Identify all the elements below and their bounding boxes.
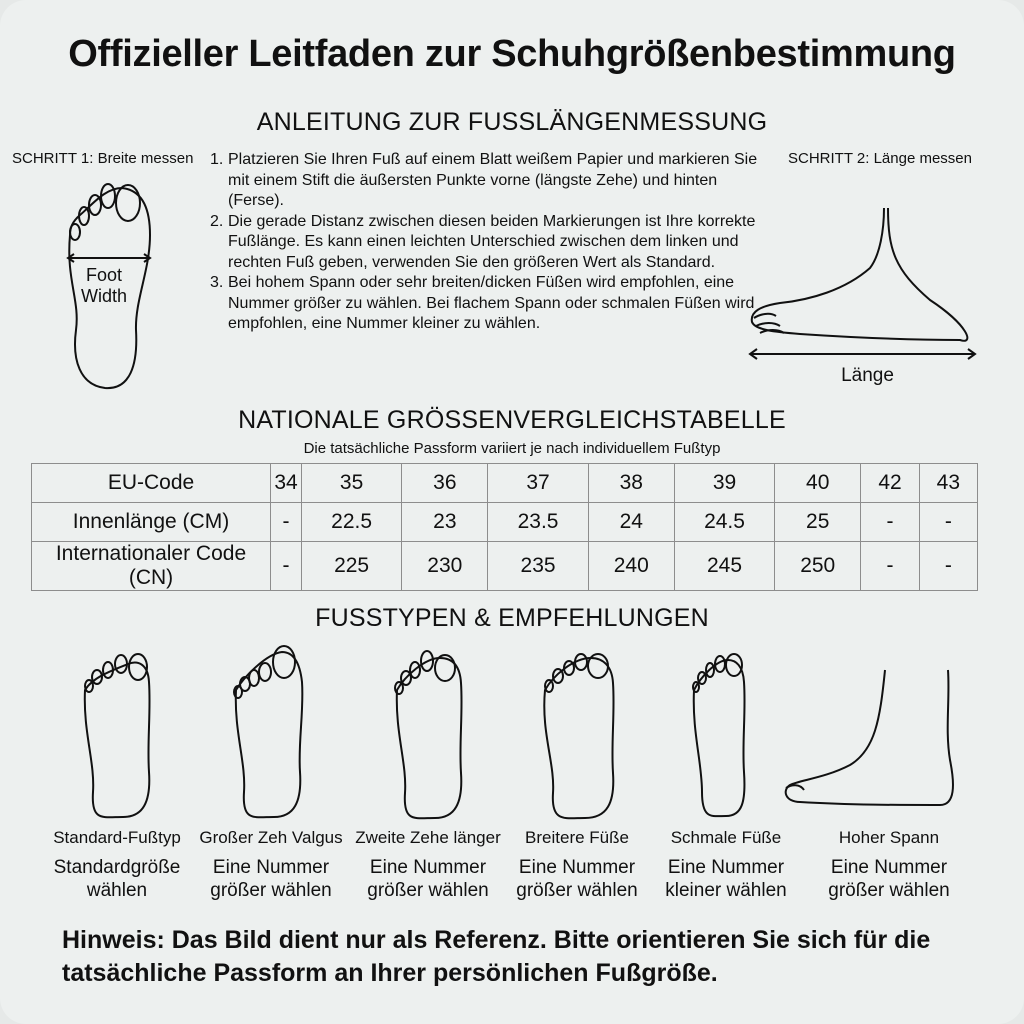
- table-row: EU-Code 34 35 36 37 38 39 40 42 43: [32, 464, 978, 503]
- narrow-foot-icon: [693, 654, 745, 816]
- table-row: Innenlänge (CM) - 22.5 23 23.5 24 24.5 25 - -: [32, 503, 978, 542]
- table-row: Internationaler Code (CN) - 225 230 235 240 245 250 - -: [32, 542, 978, 591]
- foot-type-recommendation: Eine Nummer größer wählen: [828, 857, 950, 901]
- foot-type-recommendation: Eine Nummer größer wählen: [516, 857, 638, 901]
- measurement-heading: ANLEITUNG ZUR FUSSLÄNGENMESSUNG: [256, 108, 768, 136]
- step1-label: SCHRITT 1: Breite messen: [12, 150, 194, 167]
- instruction-item: 2. Die gerade Distanz zwischen diesen beiden Markierungen ist Ihre korrekte Fußlänge. Es kann einen leichten Unterschied zwischen dem linken und rechten Fuß geben, verwenden Sie den größeren Wert als Standard.: [210, 212, 756, 271]
- foot-type-label: Standard-Fußtyp: [53, 828, 181, 847]
- foot-side-view-icon: [750, 208, 975, 359]
- hallux-valgus-foot-icon: [234, 646, 302, 817]
- size-comparison-table: [31, 463, 978, 591]
- disclaimer-note: Hinweis: Das Bild dient nur als Referenz. Bitte orientieren Sie sich für die tatsächliche Passform an Ihrer persönlichen Fußgröße.: [62, 926, 931, 987]
- page-title: Offizieller Leitfaden zur Schuhgrößenbestimmung: [68, 33, 956, 75]
- foot-width-label: Foot Width: [80, 265, 127, 306]
- foot-type-label: Zweite Zehe länger: [355, 828, 501, 847]
- foot-type-recommendation: Eine Nummer größer wählen: [367, 857, 489, 901]
- instruction-item: 1. Platzieren Sie Ihren Fuß auf einem Blatt weißem Papier und markieren Sie mit einem Stift die äußersten Punkte vorne (längste Zehe) und hinten (Ferse).: [210, 151, 758, 209]
- foot-type-label: Breitere Füße: [525, 828, 629, 847]
- size-table-heading: NATIONALE GRÖSSENVERGLEICHSTABELLE: [238, 406, 786, 434]
- foot-type-recommendation: Standardgröße wählen: [53, 857, 181, 901]
- instruction-list: [210, 150, 770, 335]
- foot-type-label: Großer Zeh Valgus: [199, 828, 343, 847]
- wide-foot-icon: [544, 654, 613, 818]
- step2-label: SCHRITT 2: Länge messen: [788, 150, 972, 167]
- foot-types-heading: FUSSTYPEN & EMPFEHLUNGEN: [315, 604, 709, 632]
- foot-type-recommendation: Eine Nummer kleiner wählen: [665, 857, 787, 901]
- foot-type-recommendation: Eine Nummer größer wählen: [210, 857, 332, 901]
- high-instep-foot-icon: [786, 670, 953, 805]
- length-label: Länge: [841, 365, 894, 386]
- standard-foot-icon: [85, 654, 150, 817]
- foot-type-label: Hoher Spann: [838, 828, 940, 847]
- foot-type-label: Schmale Füße: [670, 828, 782, 847]
- instruction-item: 3. Bei hohem Spann oder sehr breiten/dicken Füßen wird empfohlen, eine Nummer größer zu wählen. Bei flachem Spann oder schmalen Füßen wird empfohlen, eine Nummer kleiner zu wählen.: [210, 274, 755, 332]
- size-table-subtitle: Die tatsächliche Passform variiert je nach individuellem Fußtyp: [303, 440, 721, 457]
- second-toe-longer-foot-icon: [395, 651, 462, 818]
